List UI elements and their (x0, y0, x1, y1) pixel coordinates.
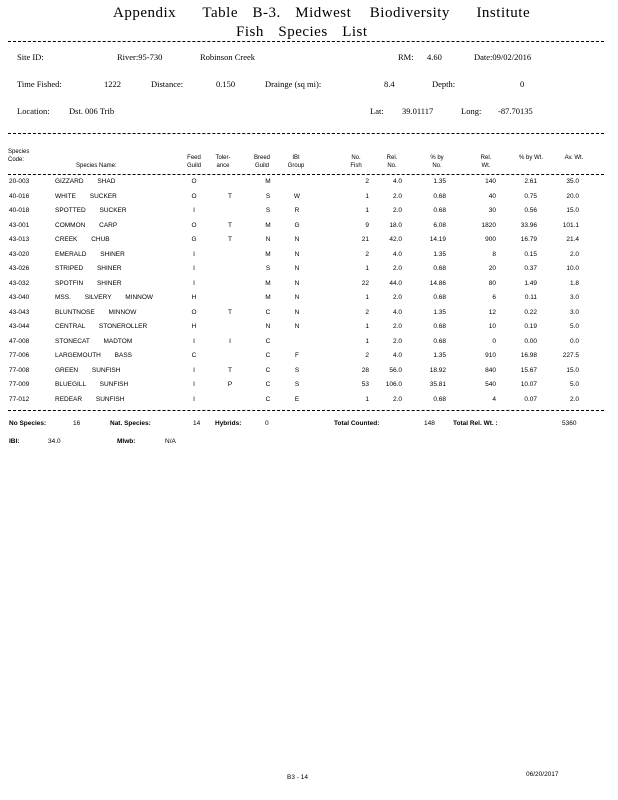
feed-guild: I (193, 366, 195, 374)
rel-wt: 0 (492, 337, 496, 345)
no-species-label: No Species: (9, 420, 47, 427)
species-name: BLUEGILL SUNFISH (55, 381, 129, 388)
species-name: REDEAR SUNFISH (55, 395, 125, 403)
col-breed-guild: Breed Guild (253, 155, 270, 169)
species-code: 40-016 (9, 192, 30, 200)
rel-no: 4.0 (392, 250, 402, 258)
species-name: SPOTFIN SHINER (55, 279, 122, 287)
divider (8, 410, 604, 411)
species-name: GREEN SUNFISH (55, 366, 121, 374)
rm-label: RM: (398, 52, 414, 62)
pct-by-wt: 0.56 (524, 207, 537, 214)
rel-wt: 40 (488, 192, 496, 200)
no-fish: 1 (365, 294, 369, 301)
tolerance: T (228, 308, 232, 316)
av-wt: 3.0 (569, 294, 579, 301)
col-species-name: Species Name: (76, 163, 117, 169)
col-feed-guild: Feed Guild (186, 155, 201, 169)
ibi-group: S (294, 381, 300, 388)
no-fish: 22 (361, 279, 369, 287)
miwb-value: N/A (165, 438, 176, 445)
ibi-group: N (294, 308, 300, 316)
av-wt: 227.5 (562, 352, 579, 359)
rel-wt: 20 (488, 265, 496, 272)
pct-by-no: 18.92 (429, 366, 446, 374)
av-wt: 5.0 (569, 323, 579, 330)
table-row (0, 193, 618, 207)
breed-guild: C (265, 337, 271, 345)
rel-no: 42.0 (389, 236, 402, 243)
no-fish: 2 (365, 250, 369, 258)
pct-by-wt: 0.11 (524, 294, 537, 301)
pct-by-wt: 0.07 (524, 395, 537, 403)
print-date: 06/20/2017 (526, 771, 559, 778)
feed-guild: I (193, 207, 195, 214)
rel-no: 2.0 (392, 337, 402, 345)
pct-by-no: 14.19 (429, 236, 446, 243)
rel-no: 18.0 (389, 221, 402, 229)
pct-by-wt: 33.96 (520, 221, 537, 229)
table-row (0, 294, 618, 308)
pct-by-no: 0.68 (433, 294, 446, 301)
species-code: 43-040 (9, 294, 30, 301)
feed-guild: I (193, 395, 195, 403)
total-rel-wt-label: Total Rel. Wt. : (453, 420, 498, 427)
species-name: GIZZARD SHAD (55, 178, 116, 185)
ibi-group: N (294, 236, 300, 243)
long-value: -87.70135 (498, 106, 533, 116)
divider (8, 133, 604, 134)
table-row (0, 367, 618, 381)
feed-guild: O (191, 178, 197, 185)
col-tolerance: Toler- ance (215, 155, 231, 169)
rel-wt: 6 (492, 294, 496, 301)
breed-guild: C (265, 381, 271, 388)
ibi-group: F (295, 352, 299, 359)
pct-by-wt: 16.98 (520, 352, 537, 359)
ibi-value: 34.0 (48, 438, 61, 445)
rel-wt: 8 (492, 250, 496, 258)
rel-wt: 840 (485, 366, 496, 374)
hybrids-label: Hybrids: (215, 420, 242, 427)
species-name: CENTRAL STONEROLLER (55, 323, 148, 330)
divider (8, 174, 604, 175)
pct-by-wt: 0.22 (524, 308, 537, 316)
rel-wt: 1820 (481, 221, 496, 229)
drainage-value: 8.4 (384, 79, 395, 89)
tolerance: T (228, 192, 232, 200)
no-fish: 2 (365, 352, 369, 359)
rel-wt: 4 (492, 395, 496, 403)
hybrids-value: 0 (265, 420, 269, 427)
divider (8, 41, 604, 42)
table-row (0, 381, 618, 395)
av-wt: 35.0 (566, 178, 579, 185)
species-code: 43-013 (9, 236, 30, 243)
table-row (0, 323, 618, 337)
pct-by-no: 6.08 (433, 221, 446, 229)
species-code: 47-008 (9, 337, 30, 345)
feed-guild: H (191, 323, 197, 330)
rel-no: 4.0 (392, 352, 402, 359)
species-code: 77-008 (9, 366, 30, 374)
ibi-group: N (294, 294, 300, 301)
col-pct-no: % by No. (430, 155, 444, 169)
species-name: EMERALD SHINER (55, 250, 125, 258)
av-wt: 15.0 (566, 207, 579, 214)
miwb-label: MIwb: (117, 438, 136, 445)
species-name: STONECAT MADTOM (55, 337, 133, 345)
title-word: Institute (476, 5, 531, 21)
breed-guild: C (265, 352, 271, 359)
table-row (0, 265, 618, 279)
feed-guild: O (191, 192, 197, 200)
rel-wt: 140 (485, 178, 496, 185)
no-fish: 2 (365, 178, 369, 185)
breed-guild: C (265, 395, 271, 403)
lat-label: Lat: (370, 106, 384, 116)
location-value: Dst. 006 Trib (69, 106, 115, 116)
table-row (0, 352, 618, 366)
tolerance: T (228, 221, 232, 229)
pct-by-wt: 16.79 (520, 236, 537, 243)
feed-guild: I (193, 265, 195, 272)
lat-value: 39.01117 (402, 106, 434, 116)
pct-by-no: 0.68 (433, 265, 446, 272)
rel-no: 2.0 (392, 265, 402, 272)
feed-guild: I (193, 337, 195, 345)
ibi-group: G (294, 221, 300, 229)
report-subtitle (236, 24, 368, 41)
depth-label: Depth: (432, 79, 456, 89)
col-rel-wt: Rel. Wt. (480, 155, 492, 169)
pct-by-wt: 0.37 (524, 265, 537, 272)
rel-no: 2.0 (392, 294, 402, 301)
title-word: Midwest (295, 5, 352, 21)
feed-guild: I (193, 250, 195, 258)
subtitle-word: Fish (236, 24, 264, 40)
species-name: LARGEMOUTH BASS (55, 352, 133, 359)
total-counted-label: Total Counted: (334, 420, 380, 427)
pct-by-wt: 10.07 (520, 381, 537, 388)
no-species-value: 16 (73, 420, 81, 427)
ibi-group: N (294, 250, 300, 258)
pct-by-no: 1.35 (433, 250, 446, 258)
rel-wt: 80 (488, 279, 496, 287)
breed-guild: S (265, 192, 271, 200)
no-fish: 9 (365, 221, 369, 229)
no-fish: 1 (365, 337, 369, 345)
no-fish: 1 (365, 265, 369, 272)
rel-wt: 12 (488, 308, 496, 316)
no-fish: 1 (365, 207, 369, 214)
species-name: CREEK CHUB (55, 236, 110, 243)
ibi-group: E (294, 395, 300, 403)
rel-wt: 910 (485, 352, 496, 359)
no-fish: 21 (361, 236, 369, 243)
ibi-group: N (294, 323, 300, 330)
ibi-group: N (294, 265, 300, 272)
pct-by-wt: 0.15 (524, 250, 537, 258)
species-name: MSS. SILVERY MINNOW (55, 294, 154, 301)
av-wt: 101.1 (562, 221, 579, 229)
feed-guild: G (191, 236, 197, 243)
rm-value: 4.60 (427, 52, 442, 62)
title-word: B-3. (252, 5, 281, 21)
title-word: Appendix (113, 5, 177, 21)
ibi-label: IBI: (9, 438, 20, 445)
species-code: 43-032 (9, 279, 30, 287)
rel-wt: 900 (485, 236, 496, 243)
breed-guild: C (265, 366, 271, 374)
pct-by-no: 0.68 (433, 192, 446, 200)
av-wt: 15.0 (566, 366, 579, 374)
total-counted-value: 148 (424, 420, 435, 427)
pct-by-wt: 0.75 (524, 192, 537, 200)
total-rel-wt-value: 5360 (562, 420, 577, 427)
table-row (0, 309, 618, 323)
breed-guild: M (265, 250, 271, 258)
no-fish: 1 (365, 395, 369, 403)
feed-guild: O (191, 221, 197, 229)
av-wt: 10.0 (566, 265, 579, 272)
col-av-wt: Av. Wt. (564, 155, 584, 161)
ibi-group: R (294, 207, 300, 214)
species-code: 77-006 (9, 352, 30, 359)
site-id-label: Site ID: (17, 52, 44, 62)
feed-guild: I (193, 279, 195, 287)
pct-by-wt: 1.49 (524, 279, 537, 287)
report-title (113, 5, 530, 22)
no-fish: 28 (361, 366, 369, 374)
rel-wt: 10 (488, 323, 496, 330)
rel-no: 106.0 (385, 381, 402, 388)
feed-guild: H (191, 294, 197, 301)
species-code: 43-043 (9, 308, 30, 316)
species-name: STRIPED SHINER (55, 265, 122, 272)
pct-by-no: 35.81 (429, 381, 446, 388)
pct-by-no: 0.68 (433, 337, 446, 345)
feed-guild: C (191, 352, 197, 359)
av-wt: 5.0 (569, 381, 579, 388)
table-row (0, 207, 618, 221)
pct-by-no: 1.35 (433, 178, 446, 185)
ibi-group: S (294, 366, 300, 374)
rel-no: 4.0 (392, 308, 402, 316)
stream-name: Robinson Creek (200, 52, 256, 62)
rel-no: 2.0 (392, 323, 402, 330)
species-code: 40-018 (9, 207, 30, 214)
nat-species-value: 14 (193, 420, 201, 427)
breed-guild: N (265, 323, 271, 330)
pct-by-no: 1.35 (433, 352, 446, 359)
distance-label: Distance: (151, 79, 184, 89)
av-wt: 21.4 (566, 236, 579, 243)
table-row (0, 338, 618, 352)
time-fished-label: Time Fished: (17, 79, 62, 89)
tolerance: T (228, 366, 232, 374)
distance-value: 0.150 (216, 79, 236, 89)
rel-no: 4.0 (392, 178, 402, 185)
no-fish: 1 (365, 323, 369, 330)
time-fished-value: 1222 (104, 79, 121, 89)
long-label: Long: (461, 106, 482, 116)
species-code: 20-003 (9, 178, 30, 185)
no-fish: 53 (361, 381, 369, 388)
pct-by-no: 0.68 (433, 323, 446, 330)
depth-value: 0 (520, 79, 525, 89)
col-pct-wt: % by Wt. (519, 155, 544, 161)
species-code: 43-020 (9, 250, 30, 258)
pct-by-wt: 2.61 (524, 178, 537, 185)
rel-no: 2.0 (392, 395, 402, 403)
col-rel-no: Rel. No. (386, 155, 398, 169)
col-no-fish: No. Fish (350, 155, 362, 169)
av-wt: 2.0 (569, 250, 579, 258)
location-label: Location: (17, 106, 50, 116)
table-row (0, 178, 618, 192)
tolerance: T (228, 236, 232, 243)
pct-by-no: 1.35 (433, 308, 446, 316)
pct-by-no: 0.68 (433, 207, 446, 214)
drainage-label: Drainge (sq mi): (265, 79, 322, 89)
tolerance: P (227, 381, 233, 388)
table-row (0, 222, 618, 236)
species-code: 77-009 (9, 381, 30, 388)
pct-by-wt: 0.00 (524, 337, 537, 345)
species-code: 43-026 (9, 265, 30, 272)
pct-by-no: 14.86 (429, 279, 446, 287)
no-fish: 1 (365, 192, 369, 200)
col-species-code: Species Code: (8, 149, 30, 163)
breed-guild: S (265, 207, 271, 214)
species-code: 43-044 (9, 323, 30, 330)
av-wt: 0.0 (569, 337, 579, 345)
col-ibi-group: IBI Group (287, 155, 305, 169)
tolerance: I (229, 337, 231, 345)
pct-by-wt: 15.67 (520, 366, 537, 374)
rel-wt: 30 (488, 207, 496, 214)
av-wt: 3.0 (569, 308, 579, 316)
nat-species-label: Nat. Species: (110, 420, 151, 427)
breed-guild: S (265, 265, 271, 272)
breed-guild: C (265, 308, 271, 316)
sample-date: Date:09/02/2016 (474, 52, 532, 62)
feed-guild: I (193, 381, 195, 388)
breed-guild: M (265, 178, 271, 185)
av-wt: 20.0 (566, 192, 579, 200)
breed-guild: M (265, 294, 271, 301)
no-fish: 2 (365, 308, 369, 316)
species-code: 77-012 (9, 395, 30, 403)
av-wt: 1.8 (569, 279, 579, 287)
rel-no: 2.0 (392, 192, 402, 200)
breed-guild: M (265, 279, 271, 287)
species-name: WHITE SUCKER (55, 192, 117, 200)
table-row (0, 251, 618, 265)
ibi-group: N (294, 279, 300, 287)
page-number: B3 - 14 (287, 774, 308, 781)
av-wt: 2.0 (569, 395, 579, 403)
feed-guild: O (191, 308, 197, 316)
species-name: SPOTTED SUCKER (55, 207, 127, 214)
site-id-value: River:95-730 (117, 52, 163, 62)
pct-by-no: 0.68 (433, 395, 446, 403)
title-word: Table (202, 5, 239, 21)
species-code: 43-001 (9, 221, 30, 229)
breed-guild: N (265, 236, 271, 243)
ibi-group: W (293, 192, 301, 200)
rel-wt: 540 (485, 381, 496, 388)
rel-no: 44.0 (389, 279, 402, 287)
breed-guild: M (265, 221, 271, 229)
table-row (0, 396, 618, 410)
subtitle-word: Species (278, 24, 328, 40)
rel-no: 2.0 (392, 207, 402, 214)
species-name: BLUNTNOSE MINNOW (55, 308, 137, 316)
rel-no: 56.0 (389, 366, 402, 374)
subtitle-word: List (342, 24, 368, 40)
species-name: COMMON CARP (55, 221, 118, 229)
table-row (0, 236, 618, 250)
title-word: Biodiversity (369, 5, 450, 21)
pct-by-wt: 0.19 (524, 323, 537, 330)
table-row (0, 280, 618, 294)
